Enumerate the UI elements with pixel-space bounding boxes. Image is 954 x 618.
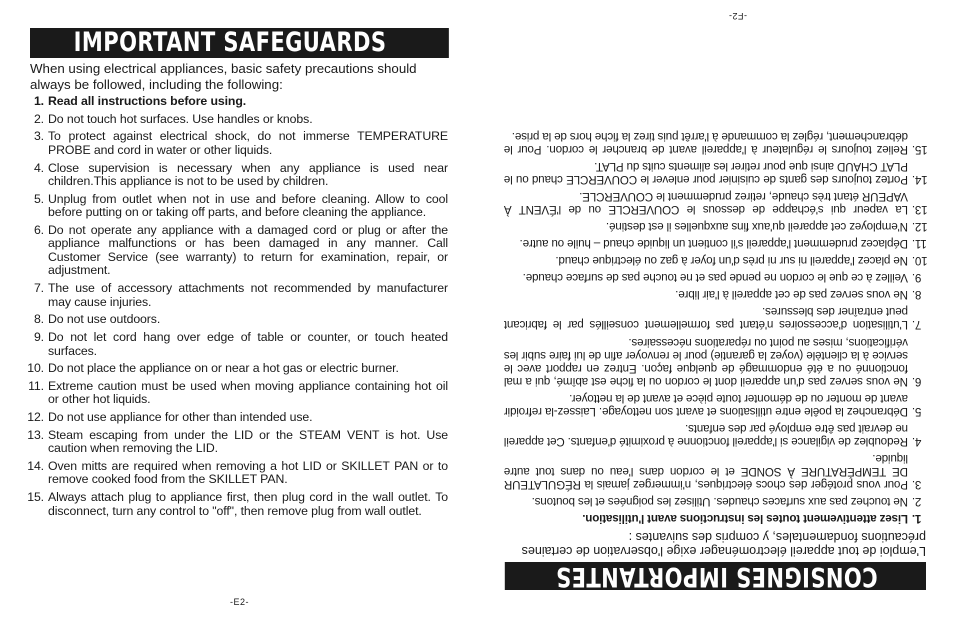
list-item xyxy=(504,336,926,388)
item-number: 4. xyxy=(912,434,922,448)
item-text: Close supervision is necessary when any appliance is used near children.This appliance is not to be used by children. xyxy=(48,160,448,189)
item-text: Read all instructions before using. xyxy=(48,94,247,108)
item-text: Always attach plug to appliance first, then plug cord in the wall outlet. To disconnect, turn any control to "off", then remove plug from wall outlet. xyxy=(48,490,448,518)
item-text: The use of accessory attachments not recommended by manufacturer may cause injuries. xyxy=(48,281,448,309)
list-item xyxy=(30,380,448,407)
list-item xyxy=(30,313,448,327)
list-item xyxy=(30,95,448,109)
item-number: 7. xyxy=(912,318,922,332)
item-text: Débranchez la poêle entre utilisations et avant son nettoyage. Laissez-la refroidir avant de monter ou de démonter toute pièce et avant de la nettoyer. xyxy=(504,391,908,418)
item-text: Déplacez prudemment l'appareil s'il contient un liquide chaud – huile ou autre. xyxy=(519,237,908,251)
item-number: 15. xyxy=(912,142,928,156)
item-text: L'utilisation d'accessoires n'étant pas formellement conseillés par le fabricant peut entraîner des blessures. xyxy=(504,305,908,332)
item-number: 3. xyxy=(912,477,922,491)
list-item xyxy=(504,288,926,301)
english-safeguards-list xyxy=(27,94,448,522)
item-number: 9. xyxy=(33,330,44,344)
item-text: Oven mitts are required when removing a hot LID or SKILLET PAN or to remove cooked food from the SKILLET PAN. xyxy=(48,458,448,487)
item-number: 1. xyxy=(912,512,922,525)
item-number: 7. xyxy=(33,281,44,296)
item-text: Do not use appliance for other than intended use. xyxy=(48,410,313,425)
item-text: Do not let cord hang over edge of table or counter, or touch heated surfaces. xyxy=(48,330,448,358)
item-text: Redoublez de vigilance si l'appareil fonctionne à proximité d'enfants. Cet appareil ne devrait pas être employé par des enfants. xyxy=(504,421,908,448)
english-title-banner: IMPORTANT SAFEGUARDS xyxy=(30,28,449,58)
item-number: 8. xyxy=(912,288,922,302)
list-item xyxy=(504,271,926,284)
item-text: Ne vous servez pas d'un appareil dont le cordon ou la fiche est abîmé, qui a mal fonctionné ou a été endommagé de quelque façon. Entrez en rapport avec le service à la clientèle (voyez la garantie) pour le renvoyer afin de lui faire subir les vérifications, mises au point ou réparations nécessaires. xyxy=(504,335,908,388)
list-item xyxy=(27,490,448,518)
item-number: 14. xyxy=(912,172,928,186)
item-number: 1. xyxy=(33,94,44,108)
list-item xyxy=(30,282,448,309)
list-item xyxy=(27,427,448,456)
item-text: To protect against electrical shock, do not immerse TEMPERATURE PROBE and cord in water or other liquids. xyxy=(48,129,448,157)
list-item xyxy=(27,410,448,425)
list-item xyxy=(27,458,448,487)
item-text: Portez toujours des gants de cuisinier pour enlever le COUVERCLE chaud ou le PLAT CHAUD ainsi que pour retirer les aliments cuits du PLAT. xyxy=(504,159,908,186)
item-number: 12. xyxy=(27,410,44,425)
french-consignes-list xyxy=(504,126,926,525)
item-text: Ne placez l'appareil ni sur ni près d'un foyer à gaz ou électrique chaud. xyxy=(555,254,908,268)
item-text: Unplug from outlet when not in use and before cleaning. Allow to cool before putting on or taking off parts, and before cleaning the appliance. xyxy=(48,191,448,220)
item-number: 13. xyxy=(27,427,44,442)
item-number: 6. xyxy=(912,374,922,388)
english-page-number: -E2- xyxy=(230,597,250,607)
english-intro: When using electrical appliances, basic safety precautions should always be followed, including the following: xyxy=(30,61,417,92)
french-intro: L'emploi de tout appareil électroménager exige l'observation de certaines précautions fondamentales, y compris des suivantes : xyxy=(521,530,926,558)
french-title-banner: CONSIGNES IMPORTANTES xyxy=(505,562,926,590)
french-rotated-content xyxy=(477,0,954,618)
list-item xyxy=(504,190,926,216)
item-text: Do not place the appliance on or near a hot gas or electric burner. xyxy=(48,361,399,376)
list-item xyxy=(504,422,926,448)
list-item xyxy=(27,361,448,376)
item-text: Veillez à ce que le cordon ne pende pas et ne touche pas de surface chaude. xyxy=(522,271,908,285)
list-item xyxy=(504,130,926,156)
item-number: 13. xyxy=(912,202,928,216)
item-number: 15. xyxy=(27,490,44,505)
list-item xyxy=(504,495,926,508)
list-item xyxy=(504,254,926,267)
item-number: 10. xyxy=(27,361,44,376)
item-number: 4. xyxy=(33,160,44,175)
item-number: 14. xyxy=(27,458,44,473)
list-item xyxy=(30,224,448,278)
item-number: 5. xyxy=(912,404,922,418)
list-item xyxy=(504,160,926,186)
list-item xyxy=(504,220,926,233)
item-text: Do not use outdoors. xyxy=(48,312,161,327)
item-text: La vapeur qui s'échappe de dessous le COUVERCLE ou de l'ÉVENT À VAPEUR étant très chaude, retirez prudemment le COUVERCLE. xyxy=(504,189,908,216)
item-text: Do not touch hot surfaces. Use handles or knobs. xyxy=(48,111,313,126)
item-number: 6. xyxy=(33,222,44,237)
item-text: Ne touchez pas aux surfaces chaudes. Utilisez les poignées et les boutons. xyxy=(531,494,908,508)
item-number: 8. xyxy=(33,312,44,327)
item-number: 3. xyxy=(33,129,44,144)
list-item xyxy=(30,331,448,358)
list-item xyxy=(30,162,448,189)
item-text: Pour vous protéger des chocs électriques, n'immergez jamais la RÉGULATEUR DE TEMPÉRATURE À SONDE et le cordon dans l'eau ou dans tout autre liquide. xyxy=(504,451,908,491)
item-text: N'employez cet appareil qu'aux fins auxquelles il est destiné. xyxy=(606,219,908,233)
list-item xyxy=(504,452,926,491)
list-item xyxy=(504,512,926,525)
list-item xyxy=(30,130,448,157)
item-text: Lisez attentivement toutes les instructions avant l'utilisation. xyxy=(582,512,908,525)
item-text: Steam escaping from under the LID or the STEAM VENT is hot. Use caution when removing the LID. xyxy=(48,427,448,456)
list-item xyxy=(30,113,448,127)
item-text: Reliez toujours le régulateur à l'appareil avant de brancher le cordon. Pour le débranchement, réglez la commande à l'arrêt puis tirez la fiche hors de la prise. xyxy=(504,129,908,156)
list-item xyxy=(30,193,448,220)
french-page-number: -F2- xyxy=(728,11,747,21)
french-page xyxy=(477,0,954,618)
item-number: 2. xyxy=(33,111,44,126)
item-text: Ne vous servez pas de cet appareil à l'air libre. xyxy=(675,288,908,302)
item-number: 10. xyxy=(912,254,928,268)
item-text: Extreme caution must be used when moving appliance containing hot oil or other hot liquids. xyxy=(48,378,448,407)
item-text: Do not operate any appliance with a damaged cord or plug or after the appliance malfunctions or has been damaged in any manner. Call Customer Service (see warranty) to return for examination, repair, or adjustment. xyxy=(48,222,448,278)
list-item xyxy=(504,237,926,250)
item-number: 11. xyxy=(912,237,927,251)
list-item xyxy=(504,305,926,331)
item-number: 11. xyxy=(28,378,44,393)
item-number: 12. xyxy=(912,219,928,233)
item-number: 2. xyxy=(912,494,922,508)
list-item xyxy=(504,392,926,418)
item-number: 5. xyxy=(33,191,44,206)
item-number: 9. xyxy=(912,271,922,285)
